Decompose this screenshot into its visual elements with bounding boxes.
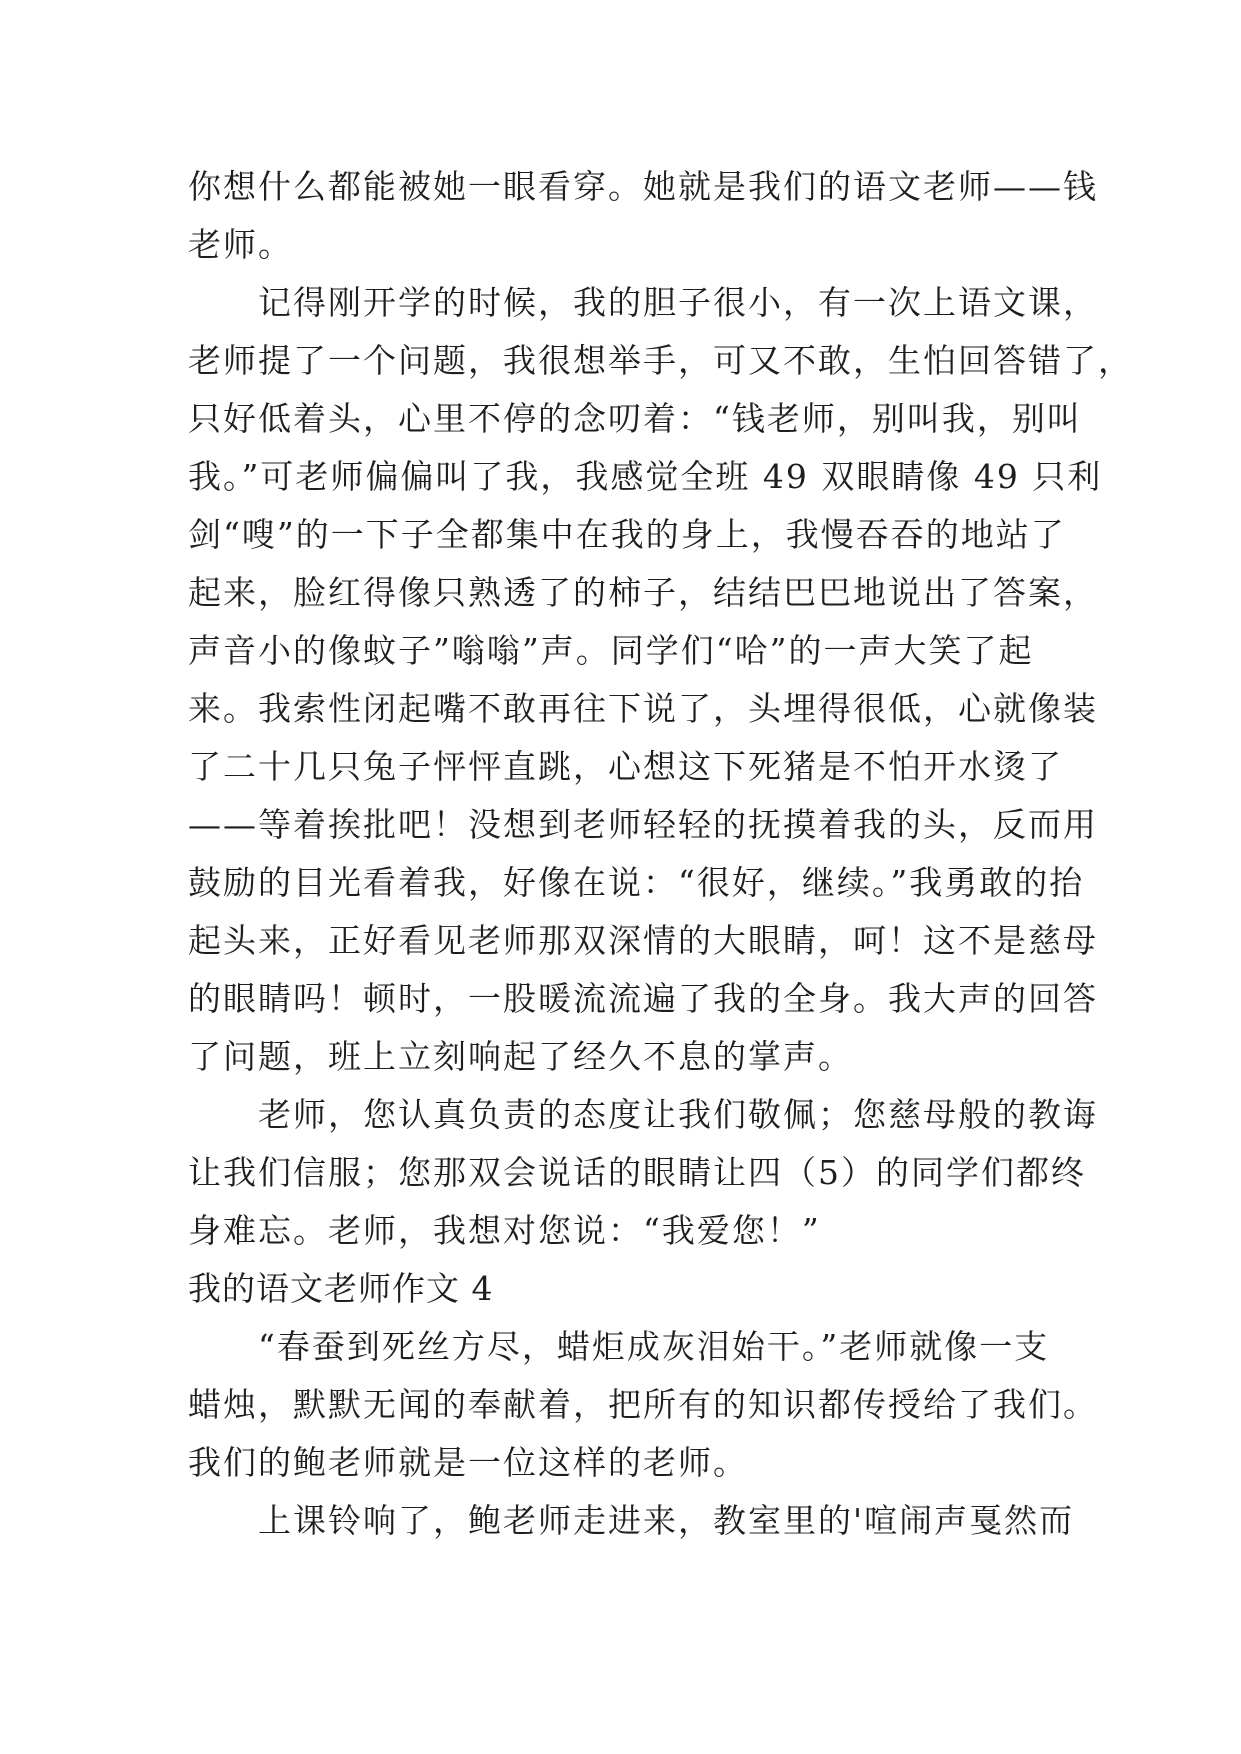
text-line: 剑“嗖”的一下子全都集中在我的身上，我慢吞吞的地站了 bbox=[188, 515, 1066, 554]
text-line: 身难忘。老师，我想对您说：“我爱您！” bbox=[188, 1211, 821, 1250]
text-line: 我们的鲍老师就是一位这样的老师。 bbox=[188, 1443, 748, 1482]
text-line: 声音小的像蚊子”嗡嗡”声。同学们“哈”的一声大笑了起 bbox=[188, 631, 1034, 670]
text-line: 起头来，正好看见老师那双深情的大眼睛，呵！这不是慈母 bbox=[188, 921, 1098, 960]
text-line: 的眼睛吗！顿时，一股暖流流遍了我的全身。我大声的回答 bbox=[188, 979, 1098, 1018]
text-line: 让我们信服；您那双会说话的眼睛让四（5）的同学们都终 bbox=[188, 1153, 1086, 1192]
text-line: 我。”可老师偏偏叫了我，我感觉全班 49 双眼睛像 49 只利 bbox=[188, 457, 1103, 496]
text-line: 鼓励的目光看着我，好像在说：“很好，继续。”我勇敢的抬 bbox=[188, 863, 1085, 902]
section-heading: 我的语文老师作文 4 bbox=[188, 1269, 494, 1308]
text-line: 来。我索性闭起嘴不敢再往下说了，头埋得很低，心就像装 bbox=[188, 689, 1098, 728]
text-line: 老师提了一个问题，我很想举手，可又不敢，生怕回答错了， bbox=[188, 341, 1133, 380]
paragraph-start-line: 记得刚开学的时候，我的胆子很小，有一次上语文课， bbox=[258, 283, 1098, 322]
text-line: 只好低着头，心里不停的念叨着：“钱老师，别叫我，别叫 bbox=[188, 399, 1082, 438]
text-line: 你想什么都能被她一眼看穿。她就是我们的语文老师——钱 bbox=[188, 167, 1098, 206]
text-line: 蜡烛，默默无闻的奉献着，把所有的知识都传授给了我们。 bbox=[188, 1385, 1098, 1424]
text-line: 了问题，班上立刻响起了经久不息的掌声。 bbox=[188, 1037, 853, 1076]
text-line: 起来，脸红得像只熟透了的柿子，结结巴巴地说出了答案， bbox=[188, 573, 1098, 612]
essay-body bbox=[188, 158, 1133, 1550]
paragraph-start-line: “春蚕到死丝方尽，蜡炬成灰泪始干。”老师就像一支 bbox=[258, 1327, 1050, 1366]
paragraph-start-line: 上课铃响了，鲍老师走进来，教室里的'喧闹声戛然而 bbox=[258, 1501, 1075, 1540]
paragraph-start-line: 老师，您认真负责的态度让我们敬佩；您慈母般的教诲 bbox=[258, 1095, 1098, 1134]
text-line: 了二十几只兔子怦怦直跳，心想这下死猪是不怕开水烫了 bbox=[188, 747, 1063, 786]
text-line: 老师。 bbox=[188, 225, 293, 264]
text-line: ——等着挨批吧！没想到老师轻轻的抚摸着我的头，反而用 bbox=[188, 805, 1098, 844]
